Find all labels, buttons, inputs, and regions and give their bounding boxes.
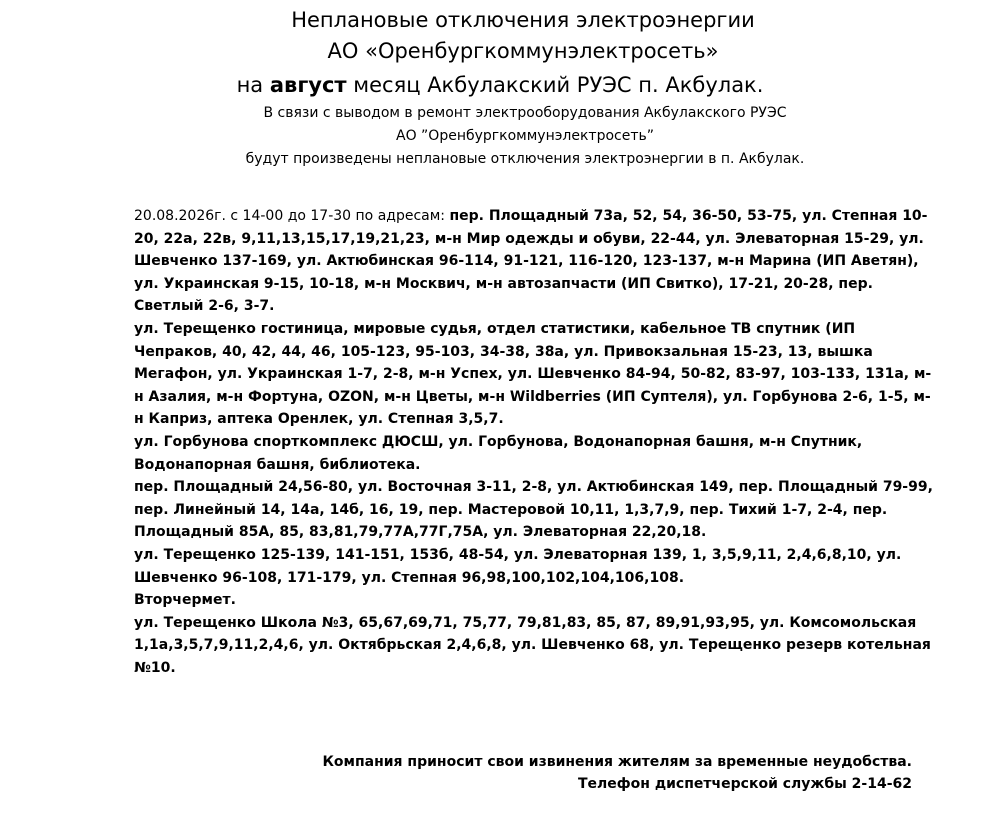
outage-paragraph: Вторчермет. bbox=[134, 592, 236, 609]
subheader-line-3: будут произведены неплановые отключения электроэнергии в п. Акбулак. bbox=[245, 151, 805, 167]
title-month: август bbox=[269, 73, 347, 97]
outage-paragraph: ул. Терещенко 125-139, 141-151, 153б, 48-54, ул. Элеваторная 139, 1, 3,5,9,11, 2,4,6,8,10, ул. Шевченко 96-108, 171-179, ул. Степная 96,98,100,102,104,106,108. bbox=[134, 546, 902, 586]
title-line-3-prefix: на bbox=[236, 73, 270, 97]
outage-paragraph: ул. Горбунова спорткомплекс ДЮСШ, ул. Горбунова, Водонапорная башня, м-н Спутник, Водонапорная башня, библиотека. bbox=[134, 433, 863, 473]
outage-addresses-first: пер. Площадный 73а, 52, 54, 36-50, 53-75, ул. Степная 10-20, 22а, 22в, 9,11,13,15,17,19,21,23, м-н Мир одежды и обуви, 22-44, ул. Элеваторная 15-29, ул. Шевченко 137-169, ул. Актюбинская 96-114, 91-121, 116-120, 123-137, м-н Марина (ИП Аветян), ул. Украинская 9-15, 10-18, м-н Москвич, м-н автозапчасти (ИП Свитко), 17-21, 20-28, пер. Светлый 2-6, 3-7. bbox=[134, 208, 928, 315]
dispatch-phone: Телефон диспетчерской службы 2-14-62 bbox=[577, 776, 912, 792]
outage-paragraph: пер. Площадный 24,56-80, ул. Восточная 3-11, 2-8, ул. Актюбинская 149, пер. Площадный 79-99, пер. Линейный 14, 14а, 14б, 16, 19, пер. Мастеровой 10,11, 1,3,7,9, пер. Тихий 1-7, 2-4, пер. Площадный 85А, 85, 83,81,79,77А,77Г,75А, ул. Элеваторная 22,20,18. bbox=[134, 479, 933, 541]
subheader-line-2: АО ”Оренбургкоммунэлектросеть” bbox=[396, 128, 654, 144]
title-line-3-suffix: месяц Акбулакский РУЭС п. Акбулак. bbox=[346, 73, 764, 97]
outage-paragraph: ул. Терещенко Школа №3, 65,67,69,71, 75,77, 79,81,83, 85, 87, 89,91,93,95, ул. Комсомольская 1,1а,3,5,7,9,11,2,4,6, ул. Октябрьская 2,4,6,8, ул. Шевченко 68, ул. Терещенко резерв котельная №10. bbox=[134, 614, 931, 676]
title-line-1: Неплановые отключения электроэнергии bbox=[291, 8, 755, 32]
title-line-2: АО «Оренбургкоммунэлектросеть» bbox=[327, 39, 719, 63]
outage-date-time: 20.08.2026г. с 14-00 до 17-30 по адресам: bbox=[134, 208, 450, 224]
outage-paragraph: ул. Терещенко гостиница, мировые судья, отдел статистики, кабельное ТВ спутник (ИП Чепраков, 40, 42, 44, 46, 105-123, 95-103, 34-38, 38а, ул. Привокзальная 15-23, 13, вышка Мегафон, ул. Украинская 1-7, 2-8, м-н Успех, ул. Шевченко 84-94, 50-82, 83-97, 103-133, 131а, м-н Азалия, м-н Фортуна, OZON, м-н Цветы, м-н Wildberries (ИП Суптеля), ул. Горбунова 2-6, 1-5, м-н Каприз, аптека Оренлек, ул. Степная 3,5,7. bbox=[134, 320, 932, 428]
outage-address-list bbox=[134, 205, 934, 679]
subheader-line-1: В связи с выводом в ремонт электрооборудования Акбулакского РУЭС bbox=[263, 105, 787, 121]
outage-paragraph-first bbox=[134, 205, 934, 318]
title-line-3 bbox=[0, 70, 981, 100]
apology-note: Компания приносит свои извинения жителям за временные неудобства. bbox=[322, 754, 912, 770]
